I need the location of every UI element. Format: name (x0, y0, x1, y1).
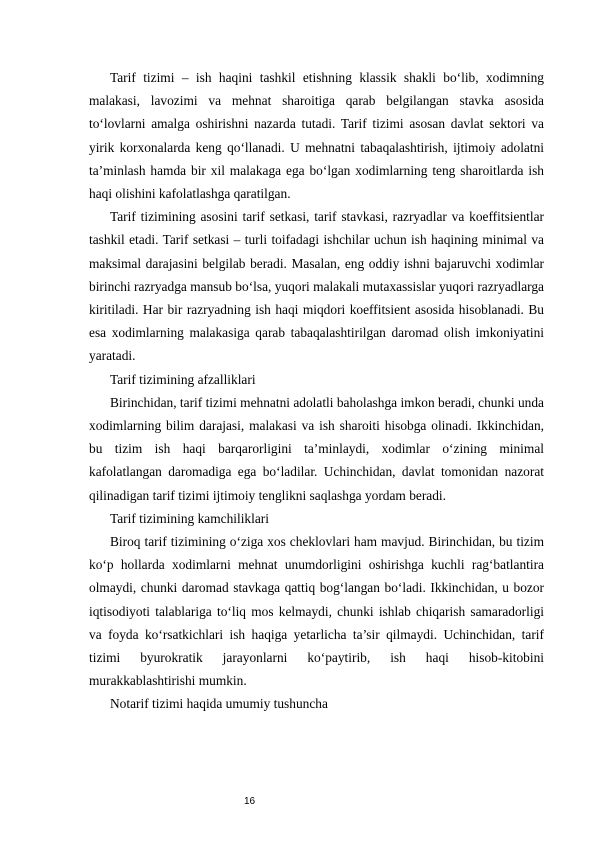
section-heading-kamchiliklar: Tarif tizimining kamchiliklari (110, 510, 269, 526)
paragraph-kamchiliklar: Biroq tarif tizimining o‘ziga xos cheklovlari ham mavjud. Birinchidan, bu tizim ko‘p hollarda xodimlarni mehnat unumdorligini oshirishga kuchli rag‘batlantira olmaydi, chunki daromad stavkaga qattiq bog‘langan bo‘ladi. Ikkinchidan, u bozor iqtisodiyoti talablariga to‘liq mos kelmaydi, chunki ishlab chiqarish samaradorligi va foyda ko‘rsatkichlari ish haqiga yetarlicha ta’sir qilmaydi. Uchinchidan, tarif tizimi byurokratik jarayonlarni ko‘paytirib, ish haqi hisob-kitobini murakkablashtirishi mumkin. (89, 534, 544, 689)
paragraph-tarif-tizimi-intro: Tarif tizimi – ish haqini tashkil etishning klassik shakli bo‘lib, xodimning malakasi, lavozimi va mehnat sharoitiga qarab belgilangan stavka asosida to‘lovlarni amalga oshirishni nazarda tutadi. Tarif tizimi asosan davlat sektori va yirik korxonalarda keng qo‘llanadi. U mehnatni tabaqalashtirish, ijtimoiy adolatni ta’minlash hamda bir xil malakaga ega bo‘lgan xodimlarning teng sharoitlarda ish haqi olishini kafolatlashga qaratilgan. (89, 70, 544, 202)
paragraph-tarif-tizimi-asosi: Tarif tizimining asosini tarif setkasi, tarif stavkasi, razryadlar va koeffitsientlar tashkil etadi. Tarif setkasi – turli toifadagi ishchilar uchun ish haqining minimal va maksimal darajasini belgilab beradi. Masalan, eng oddiy ishni bajaruvchi xodimlar birinchi razryadga mansub bo‘lsa, yuqori malakali mutaxassislar yuqori razryadlarga kiritiladi. Har bir razryadning ish haqi miqdori koeffitsient asosida hisoblanadi. Bu esa xodimlarning malakasiga qarab tabaqalashtirilgan daromad olish imkoniyatini yaratadi. (89, 209, 544, 364)
page-number: 16 (244, 796, 256, 807)
document-body (89, 66, 544, 716)
paragraph-afzalliklar: Birinchidan, tarif tizimi mehnatni adolatli baholashga imkon beradi, chunki unda xodimlarning bilim darajasi, malakasi va ish sharoiti hisobga olinadi. Ikkinchidan, bu tizim ish haqi barqarorligini ta’minlaydi, xodimlar o‘zining minimal kafolatlangan daromadiga ega bo‘ladilar. Uchinchidan, davlat tomonidan nazorat qilinadigan tarif tizimi ijtimoiy tenglikni saqlashga yordam beradi. (89, 394, 544, 503)
section-heading-afzalliklar: Tarif tizimining afzalliklari (110, 371, 256, 387)
section-heading-notarif-tizimi: Notarif tizimi haqida umumiy tushuncha (110, 696, 328, 712)
